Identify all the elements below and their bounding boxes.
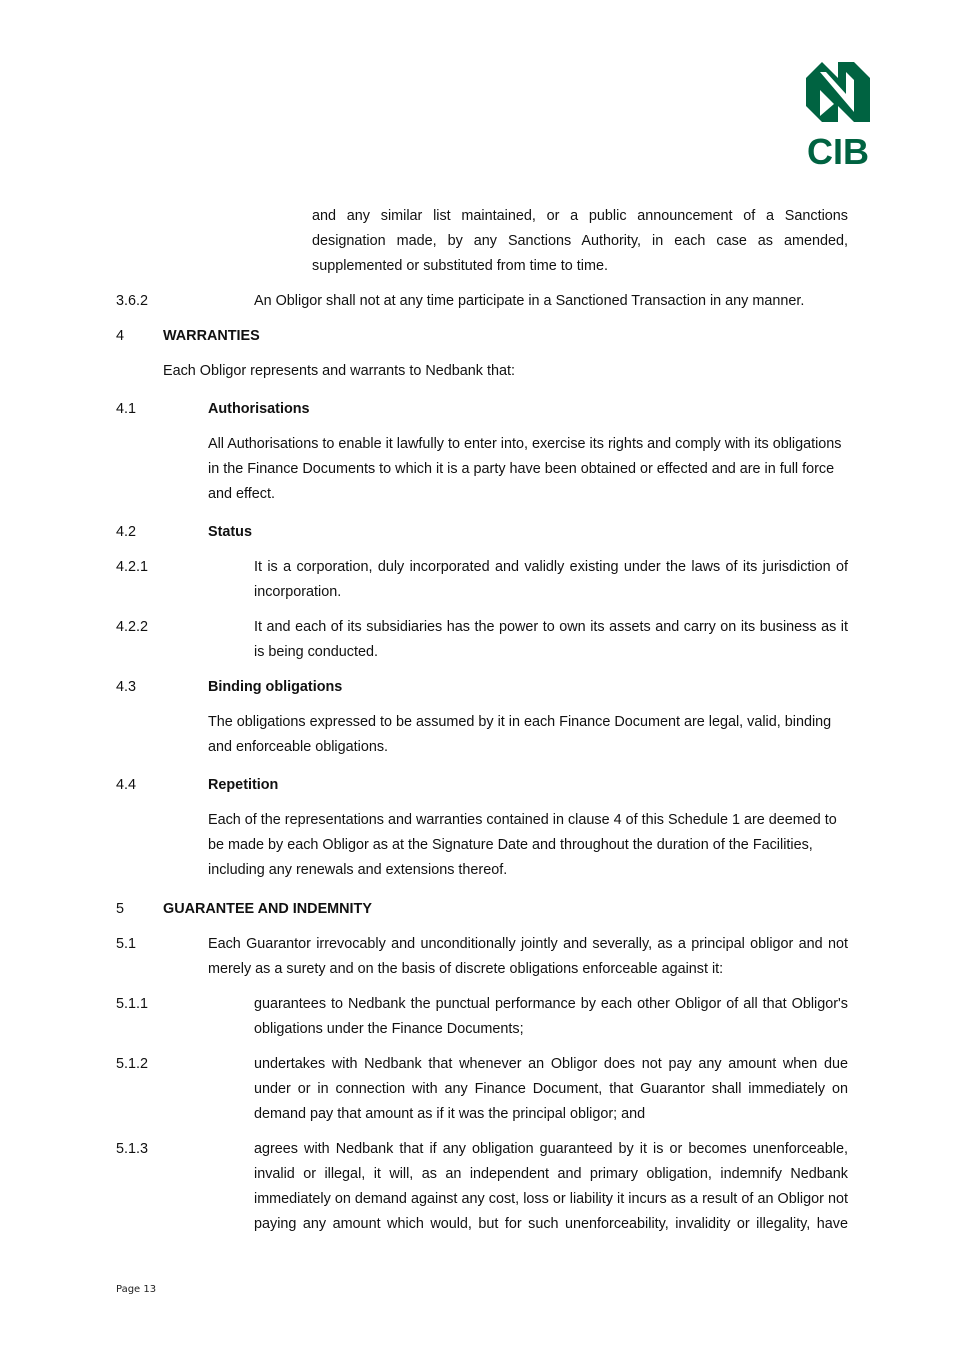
clause-text: All Authorisations to enable it lawfully to enter into, exercise its rights and comply with its obligations in the Finance Documents to which it is a party have been obtained or effected and are in full force and effect.	[208, 436, 842, 502]
clause-heading: Binding obligations	[208, 679, 343, 695]
clause-number: 5.1	[116, 936, 137, 952]
nedbank-cib-logo	[804, 60, 872, 168]
section-heading-guarantee: GUARANTEE AND INDEMNITY	[163, 901, 372, 917]
clause-text: guarantees to Nedbank the punctual performance by each other Obligor of all that Obligor's obligations under the Finance Documents;	[254, 996, 848, 1037]
clause-number: 4.4	[116, 777, 137, 793]
section-number: 5	[116, 901, 125, 917]
clause-text: It and each of its subsidiaries has the power to own its assets and carry on its business as it is being conducted.	[254, 619, 848, 660]
clause-text: Each of the representations and warranties contained in clause 4 of this Schedule 1 are deemed to be made by each Obligor as at the Signature Date and throughout the duration of the Facilities, including any renewals and extensions thereof.	[208, 812, 837, 878]
clause-text: An Obligor shall not at any time participate in a Sanctioned Transaction in any manner.	[254, 293, 805, 309]
section-number: 4	[116, 328, 125, 344]
clause-number: 5.1.3	[116, 1141, 149, 1157]
clause-number: 5.1.2	[116, 1056, 149, 1072]
clause-number: 4.2	[116, 524, 137, 540]
clause-heading: Repetition	[208, 777, 279, 793]
page-number: Page 13	[116, 1284, 157, 1295]
clause-text: agrees with Nedbank that if any obligation guaranteed by it is or becomes unenforceable, invalid or illegal, it will, as an independent and primary obligation, indemnify Nedbank immediately on demand against any cost, loss or liability it incurs as a result of an Obligor not paying any amount which would, but for such unenforceability, invalidity or illegality, have	[254, 1141, 848, 1232]
clause-number: 4.1	[116, 401, 137, 417]
clause-text: The obligations expressed to be assumed by it in each Finance Document are legal, valid, binding and enforceable obligations.	[208, 714, 832, 755]
section-intro: Each Obligor represents and warrants to Nedbank that:	[163, 363, 515, 379]
clause-number: 3.6.2	[116, 293, 149, 309]
clause-heading: Status	[208, 524, 252, 540]
clause-number: 4.3	[116, 679, 137, 695]
svg-text:CIB: CIB	[807, 131, 869, 168]
clause-heading: Authorisations	[208, 401, 310, 417]
clause-number: 5.1.1	[116, 996, 149, 1012]
clause-text: It is a corporation, duly incorporated and validly existing under the laws of its jurisdiction of incorporation.	[254, 559, 848, 600]
sanctions-list-continuation: and any similar list maintained, or a public announcement of a Sanctions designation made, by any Sanctions Authority, in each case as amended, supplemented or substituted from time to time.	[312, 208, 848, 274]
clause-text: undertakes with Nedbank that whenever an Obligor does not pay any amount when due under or in connection with any Finance Document, that Guarantor shall immediately on demand pay that amount as if it was the principal obligor; and	[254, 1056, 848, 1122]
clause-number: 4.2.1	[116, 559, 149, 575]
clause-number: 4.2.2	[116, 619, 149, 635]
section-heading-warranties: WARRANTIES	[163, 328, 260, 344]
clause-text: Each Guarantor irrevocably and unconditionally jointly and severally, as a principal obligor and not merely as a surety and on the basis of discrete obligations enforceable against it:	[208, 936, 848, 977]
